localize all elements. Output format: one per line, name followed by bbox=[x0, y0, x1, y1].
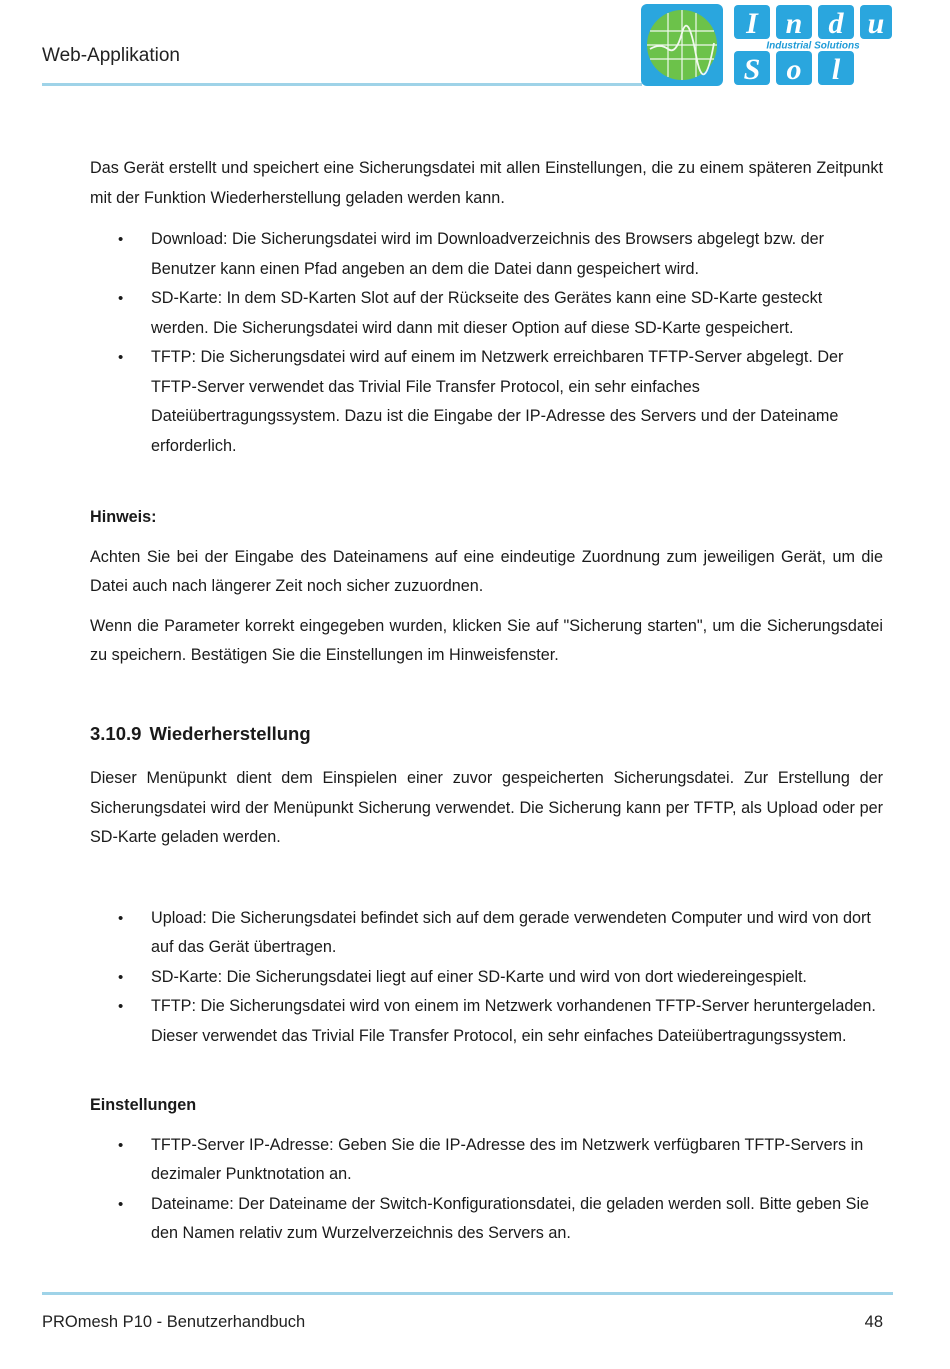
intro-paragraph: Das Gerät erstellt und speichert eine Sicherungsdatei mit allen Einstellungen, die zu einem späteren Zeitpunkt mit der Funktion Wiederherstellung geladen werden kann. bbox=[90, 159, 883, 207]
svg-text:S: S bbox=[743, 53, 761, 86]
backup-options-list bbox=[90, 225, 883, 461]
footer-doc-title: PROmesh P10 - Benutzerhandbuch bbox=[42, 1313, 306, 1331]
footer-page-number: 48 bbox=[864, 1313, 883, 1331]
section-paragraph: Dieser Menüpunkt dient dem Einspielen einer zuvor gespeicherten Sicherungsdatei. Zur Erstellung der Sicherungsdatei wird der Menüpunkt Sicherung verwendet. Die Sicherung kann per TFTP, als Upload oder per SD-Karte geladen werden. bbox=[90, 769, 883, 846]
list-item: • SD-Karte: Die Sicherungsdatei liegt auf einer SD-Karte und wird von dort wiedereingespielt. bbox=[90, 963, 883, 993]
list-item: • Upload: Die Sicherungsdatei befindet sich auf dem gerade verwendeten Computer und wird von dort auf das Gerät übertragen. bbox=[90, 904, 883, 963]
svg-text:I: I bbox=[746, 7, 758, 40]
section-number: 3.10.9 bbox=[90, 722, 142, 744]
svg-text:o: o bbox=[786, 53, 802, 86]
note-paragraph-2: Wenn die Parameter korrekt eingegeben wurden, klicken Sie auf "Sicherung starten", um die Sicherungsdatei zu speichern. Bestätigen Sie die Einstellungen im Hinweisfenster. bbox=[90, 616, 883, 664]
list-item: • TFTP: Die Sicherungsdatei wird auf einem im Netzwerk erreichbaren TFTP-Server abgelegt. Der TFTP-Server verwendet das Trivial File Transfer Protocol, ein sehr einfaches Dateiübertragungssystem. Dazu ist die Eingabe der IP-Adresse des Servers und der Dateiname erforderlich. bbox=[90, 343, 883, 461]
svg-text:n: n bbox=[785, 7, 803, 40]
settings-heading: Einstellungen bbox=[90, 1096, 197, 1114]
list-item: • TFTP: Die Sicherungsdatei wird von einem im Netzwerk vorhandenen TFTP-Server heruntergeladen. Dieser verwendet das Trivial File Transfer Protocol, ein sehr einfaches Dateiübertragungssystem. bbox=[90, 992, 883, 1051]
list-item: • TFTP-Server IP-Adresse: Geben Sie die IP-Adresse des im Netzwerk verfügbaren TFTP-Servers in dezimaler Punktnotation an. bbox=[90, 1131, 883, 1190]
header-rule bbox=[42, 83, 642, 86]
footer-rule bbox=[42, 1292, 893, 1295]
restore-options-list bbox=[90, 904, 883, 1052]
note-heading: Hinweis: bbox=[90, 508, 157, 526]
list-item: • SD-Karte: In dem SD-Karten Slot auf der Rückseite des Gerätes kann eine SD-Karte gesteckt werden. Die Sicherungsdatei wird dann mit dieser Option auf diese SD-Karte gespeichert. bbox=[90, 284, 883, 343]
list-item: • Download: Die Sicherungsdatei wird im Downloadverzeichnis des Browsers abgelegt bzw. der Benutzer kann einen Pfad angeben an dem die Datei dann gespeichert wird. bbox=[90, 225, 883, 284]
svg-text:u: u bbox=[867, 7, 885, 40]
settings-list bbox=[90, 1131, 883, 1249]
note-paragraph-1: Achten Sie bei der Eingabe des Dateinamens auf eine eindeutige Zuordnung zum jeweiligen Gerät, um die Datei auch nach längerer Zeit noch sicher zuzuordnen. bbox=[90, 547, 883, 595]
svg-text:d: d bbox=[828, 7, 844, 40]
svg-text:Industrial Solutions: Industrial Solutions bbox=[766, 40, 860, 52]
page-content bbox=[90, 154, 883, 1249]
section-title: Wiederherstellung bbox=[149, 722, 311, 744]
indusol-logo bbox=[640, 3, 894, 87]
svg-text:l: l bbox=[831, 53, 841, 86]
header-title: Web-Applikation bbox=[42, 45, 181, 66]
list-item: • Dateiname: Der Dateiname der Switch-Konfigurationsdatei, die geladen werden soll. Bitte geben Sie den Namen relativ zum Wurzelverzeichnis des Servers an. bbox=[90, 1190, 883, 1249]
section-heading bbox=[90, 719, 883, 749]
